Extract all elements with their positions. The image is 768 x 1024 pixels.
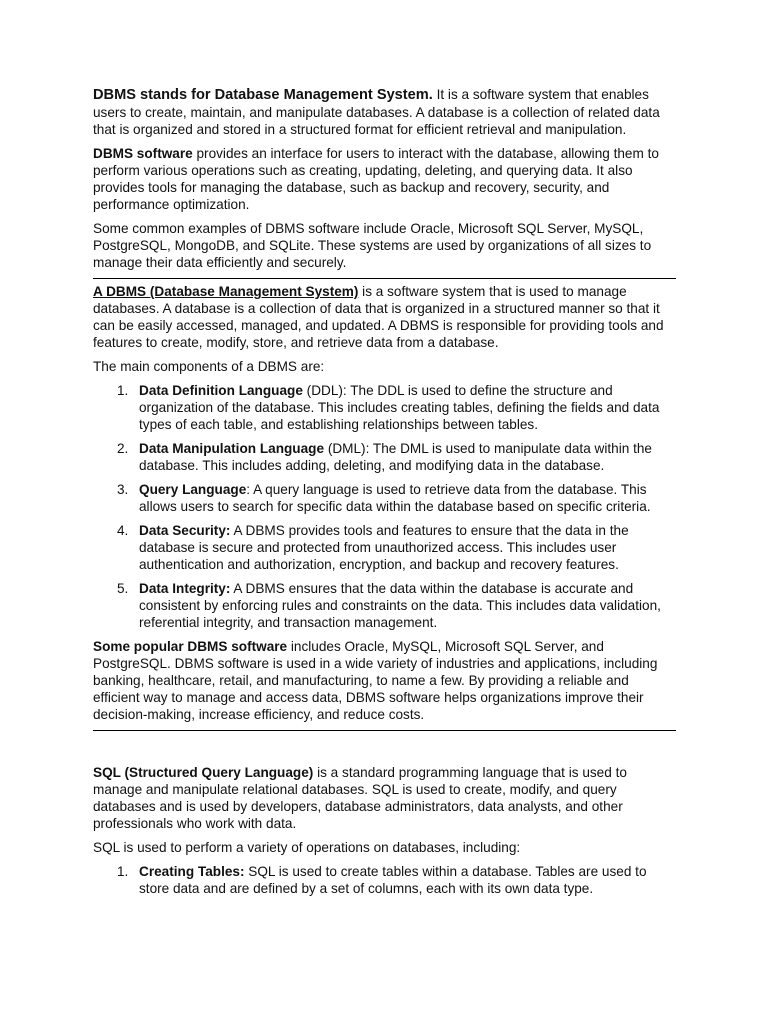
list-term: Data Manipulation Language xyxy=(139,441,325,456)
list-number: 2. xyxy=(117,441,129,456)
list-number: 5. xyxy=(117,581,129,596)
dbms-system-text: is a software system that is used to manage databases. A database is a collection of data that is organized in a structured manner so that it can be easily accessed, managed, and updated. A DBMS is responsible for providing tools and features to create, modify, store, and retrieve data from a database. xyxy=(93,284,664,350)
sql-definition-paragraph xyxy=(93,764,676,832)
popular-dbms-text: includes Oracle, MySQL, Microsoft SQL Server, and PostgreSQL. DBMS software is used in a wide variety of industries and applications, including banking, healthcare, retail, and manufacturing, to name a few. By providing a reliable and efficient way to manage and access data, DBMS software helps organizations improve their decision-making, increase efficiency, and reduce costs. xyxy=(93,639,658,722)
list-number: 3. xyxy=(117,482,129,497)
section-spacer xyxy=(93,735,676,764)
components-intro xyxy=(93,358,676,375)
dbms-system-term: A DBMS (Database Management System) xyxy=(93,284,359,299)
list-item xyxy=(93,863,676,897)
dbms-examples-text: Some common examples of DBMS software include Oracle, Microsoft SQL Server, MySQL, PostgreSQL, MongoDB, and SQLite. These systems are used by organizations of all sizes to manage their data efficiently and securely. xyxy=(93,221,652,270)
list-term: Data Integrity: xyxy=(139,581,231,596)
list-item xyxy=(93,580,676,631)
sql-operations-intro-text: SQL is used to perform a variety of operations on databases, including: xyxy=(93,840,521,855)
components-intro-text: The main components of a DBMS are: xyxy=(93,359,325,374)
section-divider xyxy=(93,730,676,731)
sql-operations-intro xyxy=(93,839,676,856)
list-number: 1. xyxy=(117,383,129,398)
popular-dbms-paragraph xyxy=(93,638,676,723)
list-number: 4. xyxy=(117,523,129,538)
popular-dbms-term: Some popular DBMS software xyxy=(93,639,288,654)
dbms-examples-paragraph xyxy=(93,220,676,271)
sql-operations-list xyxy=(93,863,676,897)
dbms-definition-text: It is a software system that enables users to create, maintain, and manipulate databases. A database is a collection of related data that is organized and stored in a structured format for efficient retrieval and manipulation. xyxy=(93,87,660,137)
sql-definition-term: SQL (Structured Query Language) xyxy=(93,765,314,780)
sql-definition-text: is a standard programming language that is used to manage and manipulate relational databases. SQL is used to create, modify, and query databases and is used by developers, database administrators, data analysts, and other professionals who work with data. xyxy=(93,765,627,831)
dbms-system-paragraph xyxy=(93,283,676,351)
list-term: Data Definition Language xyxy=(139,383,303,398)
list-text: (DDL): The DDL is used to define the structure and organization of the database. This includes creating tables, defining the fields and data types of each table, and establishing relationships between tables. xyxy=(139,383,660,432)
document-page xyxy=(93,86,676,904)
dbms-definition-heading: DBMS stands for Database Management System. xyxy=(93,87,433,103)
list-text: SQL is used to create tables within a database. Tables are used to store data and are defined by a set of columns, each with its own data type. xyxy=(139,864,647,896)
section-divider xyxy=(93,278,676,279)
list-text: A DBMS ensures that the data within the database is accurate and consistent by enforcing rules and constraints on the data. This includes data validation, referential integrity, and transaction management. xyxy=(139,581,661,630)
list-item xyxy=(93,481,676,515)
list-term: Creating Tables: xyxy=(139,864,245,879)
list-item xyxy=(93,522,676,573)
list-text: : A query language is used to retrieve data from the database. This allows users to search for specific data within the database based on specific criteria. xyxy=(139,482,651,514)
dbms-software-text: provides an interface for users to interact with the database, allowing them to perform various operations such as creating, updating, deleting, and querying data. It also provides tools for managing the database, such as backup and recovery, security, and performance optimization. xyxy=(93,146,659,212)
list-term: Data Security: xyxy=(139,523,231,538)
list-text: (DML): The DML is used to manipulate data within the database. This includes adding, deleting, and modifying data in the database. xyxy=(139,441,652,473)
components-list xyxy=(93,382,676,631)
list-text: A DBMS provides tools and features to ensure that the data in the database is secure and protected from unauthorized access. This includes user authentication and authorization, encryption, and backup and recovery features. xyxy=(139,523,629,572)
dbms-software-term: DBMS software xyxy=(93,146,193,161)
dbms-software-paragraph xyxy=(93,145,676,213)
list-number: 1. xyxy=(117,864,129,879)
list-item xyxy=(93,382,676,433)
list-item xyxy=(93,440,676,474)
dbms-definition-paragraph xyxy=(93,86,676,138)
list-term: Query Language xyxy=(139,482,247,497)
